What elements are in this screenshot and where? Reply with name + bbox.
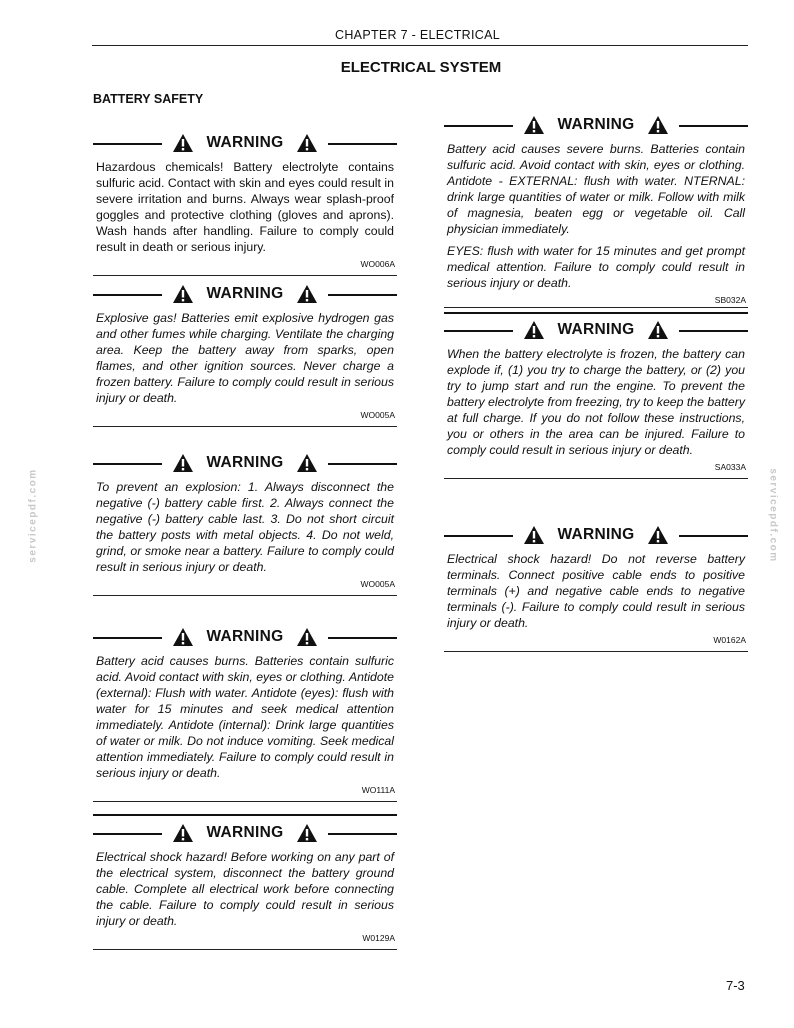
warning-text: Battery acid causes burns. Batteries contain sulfuric acid. Avoid contact with skin, eyes or clothing. Antidote (external): Flush with water. Antidote (eyes): flush with water for 15 minutes and seek medical attention immediately. Antidote (internal): Drink large quantities of water or milk. Do not induce vomiting. Seek medical attention immediately. Failure to comply could result in serious injury or death. [96,654,394,780]
warning-code: WO005A [360,579,395,589]
page-title: ELECTRICAL SYSTEM [340,59,502,76]
warning-triangle-icon [523,115,545,135]
warning-label: WARNING [206,285,284,302]
warning-triangle-icon [172,453,194,473]
warning-triangle-icon [523,525,545,545]
warning-header [444,522,748,548]
warning-code: W0162A [713,635,746,645]
warning-text: Electrical shock hazard! Before working on any part of the electrical system, disconnect the battery ground cable. Complete all electrical work before connecting the cable. Failure to comply could result in serious injury or death. [96,850,394,928]
warning-box [93,130,397,276]
warning-label: WARNING [206,628,284,645]
warning-text: When the battery electrolyte is frozen, the battery can explode if, (1) you try to charge the battery, or (2) you try to jump start and run the engine. To prevent the battery electrolyte from freezing, try to keep the battery at full charge. If you do not follow these instructions, you or others in the area can be injured. Failure to comply could result in serious injury or death. [447,347,745,457]
warning-label: WARNING [557,526,635,543]
warning-code: W0129A [362,933,395,943]
header-rule [92,45,748,46]
warning-box [93,814,397,950]
warning-triangle-icon [296,823,318,843]
warning-paragraph: Battery acid causes severe burns. Batteries contain sulfuric acid. Avoid contact with skin, eyes or clothing. Antidote - EXTERNAL: flush with water. NTERNAL: drink large quantities of water or milk. Follow with milk of magnesia, beaten egg or vegetable oil. Call physician immediately. [447,142,745,236]
warning-code: WO005A [360,410,395,420]
warning-header [444,317,748,343]
warning-box [444,312,748,479]
warning-triangle-icon [172,823,194,843]
warning-triangle-icon [647,525,669,545]
warning-triangle-icon [523,320,545,340]
warning-triangle-icon [172,284,194,304]
chapter-header: CHAPTER 7 - ELECTRICAL [335,28,500,42]
warning-label: WARNING [557,116,635,133]
warning-triangle-icon [296,627,318,647]
warning-code: SA033A [714,462,746,472]
warning-header [93,820,397,846]
warning-label: WARNING [206,824,284,841]
warning-text [444,141,748,291]
warning-box [444,112,748,308]
warning-text: To prevent an explosion: 1. Always disconnect the negative (-) battery cable first. 2. Always connect the negative (-) battery cable last. 3. Do not short circuit the battery posts with metal objects. 4. Do not weld, grind, or smoke near a battery. Failure to comply could result in serious injury or death. [96,480,394,574]
warning-text: Explosive gas! Batteries emit explosive hydrogen gas and other fumes while charging. Ventilate the charging area. Keep the battery away from sparks, open flames, and other ignition sources. Never charge a frozen battery. Failure to comply could result in serious injury or death. [96,311,394,405]
warning-box [444,522,748,652]
page-number: 7-3 [726,978,745,993]
warning-box [93,624,397,802]
section-heading: BATTERY SAFETY [93,92,204,106]
warning-text: Electrical shock hazard! Do not reverse battery terminals. Connect positive cable ends to positive terminals (+) and negative cable ends to negative terminals (-). Failure to comply could result in serious injury or death. [447,552,745,630]
watermark-right: servicepdf.com [767,468,779,563]
warning-header [93,450,397,476]
warning-header [93,281,397,307]
warning-triangle-icon [172,627,194,647]
warning-box [93,281,397,427]
warning-code: WO111A [361,785,395,795]
warning-label: WARNING [206,454,284,471]
warning-header [93,130,397,156]
warning-triangle-icon [296,284,318,304]
warning-triangle-icon [647,320,669,340]
warning-paragraph: EYES: flush with water for 15 minutes and get prompt medical attention. Failure to comply could result in serious injury or death. [447,244,745,290]
warning-box [93,450,397,596]
warning-label: WARNING [206,134,284,151]
warning-label: WARNING [557,321,635,338]
warning-triangle-icon [296,453,318,473]
warning-text: Hazardous chemicals! Battery electrolyte contains sulfuric acid. Contact with skin and eyes could result in severe irritation and burns. Always wear splash-proof goggles and protective clothing (gloves and aprons). Wash hands after handling. Failure to comply could result in death or serious injury. [96,160,394,254]
warning-header [93,624,397,650]
warning-triangle-icon [296,133,318,153]
warning-code: WO006A [360,259,395,269]
warning-header [444,112,748,138]
warning-triangle-icon [172,133,194,153]
warning-triangle-icon [647,115,669,135]
watermark-left: servicepdf.com [27,468,39,563]
warning-code: SB032A [714,295,746,305]
